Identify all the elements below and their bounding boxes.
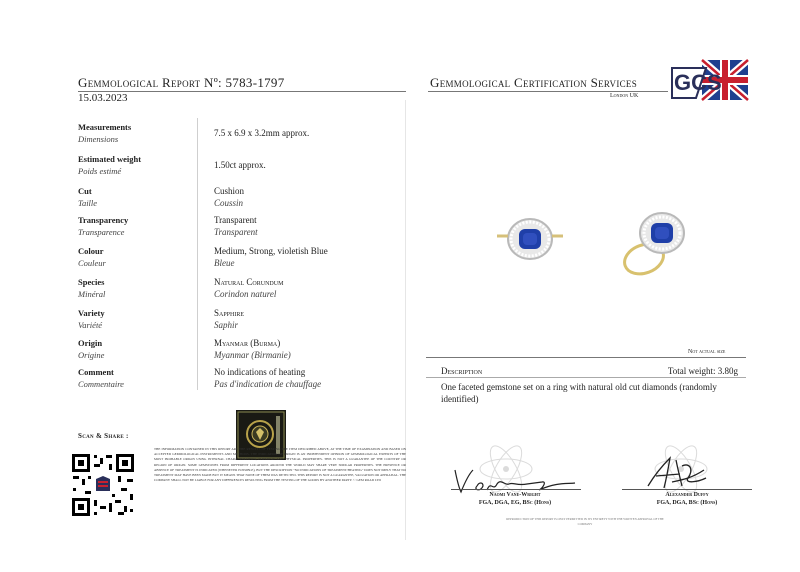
description-text: One faceted gemstone set on a ring with natural old cut diamonds (randomly identified)	[441, 382, 717, 404]
property-label: Variety	[78, 308, 105, 318]
total-weight: Total weight: 3.80g	[667, 366, 738, 376]
property-weight	[78, 154, 388, 182]
ring-top-view-image	[495, 212, 565, 267]
property-value: Medium, Strong, violetish Blue	[214, 246, 328, 256]
signatory-name: Naomi Vane-Wright	[489, 492, 541, 498]
property-label-fr: Minéral	[78, 289, 106, 299]
property-measurements	[78, 122, 388, 150]
signature-alexander-icon	[642, 452, 712, 492]
property-transparency	[78, 215, 388, 243]
property-label: Measurements	[78, 122, 132, 132]
property-label-fr: Commentaire	[78, 379, 124, 389]
company-name: Gemmological Certification Services	[430, 75, 638, 90]
signatory-name: Alexander Duffy	[665, 492, 709, 498]
legal-disclaimer: THE INFORMATION CONTAINED IN THIS REPORT ARE THE RESULTS OF TESTING THE ITEM DESCRIBED ABOVE, AT THE TIME OF EXAMINATION AND BASED ON ACCEPTED GEMMOLOGICAL INSTRUMENTS AND METHODS. THE INDICATION OF ORIGIN IS AN INDEPENDENT OPINION OF GEMMOLOGICAL EXPERTS OF THE MOST PROBABLE ORIGIN USING INTERNAL CHARACTERISTICS, CHEMICAL AND PHYSICAL PROPERTIES. THIS IS NOT A GUARANTEE OF THE COUNTRY OR REGION OF ORIGIN. SOME GEMSTONES FROM DIFFERENT LOCATIONS AROUND THE WORLD MAY SHARE VERY SIMILAR PROPERTIES. THE PRESENCE OR ABSENCE OF TREATMENT IS INDICATED (WHENEVER POSSIBLE), BUT THE DESCRIPTION "NO INDICATIONS OF TREATMENT/HEATING" DOES NOT IMPLY THAT NO TREATMENT MAY HAVE BEEN MADE BUT IT MEANS THAT NONE OF THEM WAS DETECTED. THIS REPORT IS NOT A GUARANTEE, VALUATION OR APPRAISAL. THE COMPANY SHALL NOT BE LIABLE FOR ANY DIFFERENCES RESULTING FROM THE TESTING OF THE GOODS BY ANOTHER PARTY. © GEM ROAD LTD	[154, 447, 406, 483]
property-cut	[78, 186, 388, 214]
property-label: Comment	[78, 367, 114, 377]
property-label: Colour	[78, 246, 104, 256]
property-label-fr: Poids estimé	[78, 166, 122, 176]
property-value: 7.5 x 6.9 x 3.2mm approx.	[214, 128, 310, 138]
property-label: Species	[78, 277, 105, 287]
property-value-fr: Transparent	[214, 227, 258, 237]
report-title: Gemmological Report Nº: 5783-1797	[78, 75, 285, 90]
signatory-qualifications: FGA, DGA, BSc (Hons)	[656, 500, 718, 506]
description-rule	[426, 357, 746, 358]
property-value-fr: Corindon naturel	[214, 289, 277, 299]
property-value-fr: Coussin	[214, 198, 244, 208]
signature-line	[451, 489, 581, 490]
property-label-fr: Taille	[78, 198, 98, 208]
property-value: 1.50ct approx.	[214, 160, 266, 170]
property-species	[78, 277, 388, 305]
property-value: Sapphire	[214, 308, 245, 318]
property-label: Estimated weight	[78, 154, 142, 164]
property-colour	[78, 246, 388, 274]
ring-side-view-image	[620, 205, 690, 280]
description-label: Description	[441, 366, 483, 376]
qr-code-icon[interactable]	[70, 452, 136, 518]
property-label: Origin	[78, 338, 103, 348]
signatory-qualifications: FGA, DGA, EG, BSc (Hons)	[478, 500, 552, 506]
header-rule-right	[428, 91, 668, 92]
property-label: Transparency	[78, 215, 129, 225]
property-label-fr: Transparence	[78, 227, 125, 237]
property-value: Natural Corundum	[214, 277, 284, 287]
property-value-fr: Pas d'indication de chauffage	[214, 379, 322, 389]
property-value-fr: Myanmar (Birmanie)	[214, 350, 291, 360]
property-value-fr: Saphir	[214, 320, 239, 330]
company-location: London UK	[610, 93, 639, 99]
property-value: Myanmar (Burma)	[214, 338, 281, 348]
signature-line	[622, 489, 752, 490]
not-actual-size-note: Not actual size	[688, 349, 726, 355]
property-label-fr: Couleur	[78, 258, 106, 268]
property-label-fr: Origine	[78, 350, 105, 360]
property-value: No indications of heating	[214, 367, 306, 377]
logo-text: GCS	[674, 70, 722, 95]
property-value: Transparent	[214, 215, 257, 225]
property-label-fr: Variété	[78, 320, 103, 330]
gcs-logo-icon	[668, 58, 750, 104]
description-rule-2	[426, 377, 746, 378]
property-origin	[78, 338, 388, 366]
property-value-fr: Bleue	[214, 258, 235, 268]
scan-share-label: Scan & Share :	[78, 432, 129, 440]
property-value: Cushion	[214, 186, 245, 196]
report-date: 15.03.2023	[78, 92, 128, 104]
reproduction-notice: REPRODUCTION OF THIS REPORT IS ONLY PERMITTED IN ITS ENTIRETY WITH THE WRITTEN APPROVAL OF THE COMPANY	[506, 517, 664, 526]
property-variety	[78, 308, 388, 336]
property-comment	[78, 367, 388, 395]
property-label: Cut	[78, 186, 92, 196]
property-label-fr: Dimensions	[78, 134, 119, 144]
